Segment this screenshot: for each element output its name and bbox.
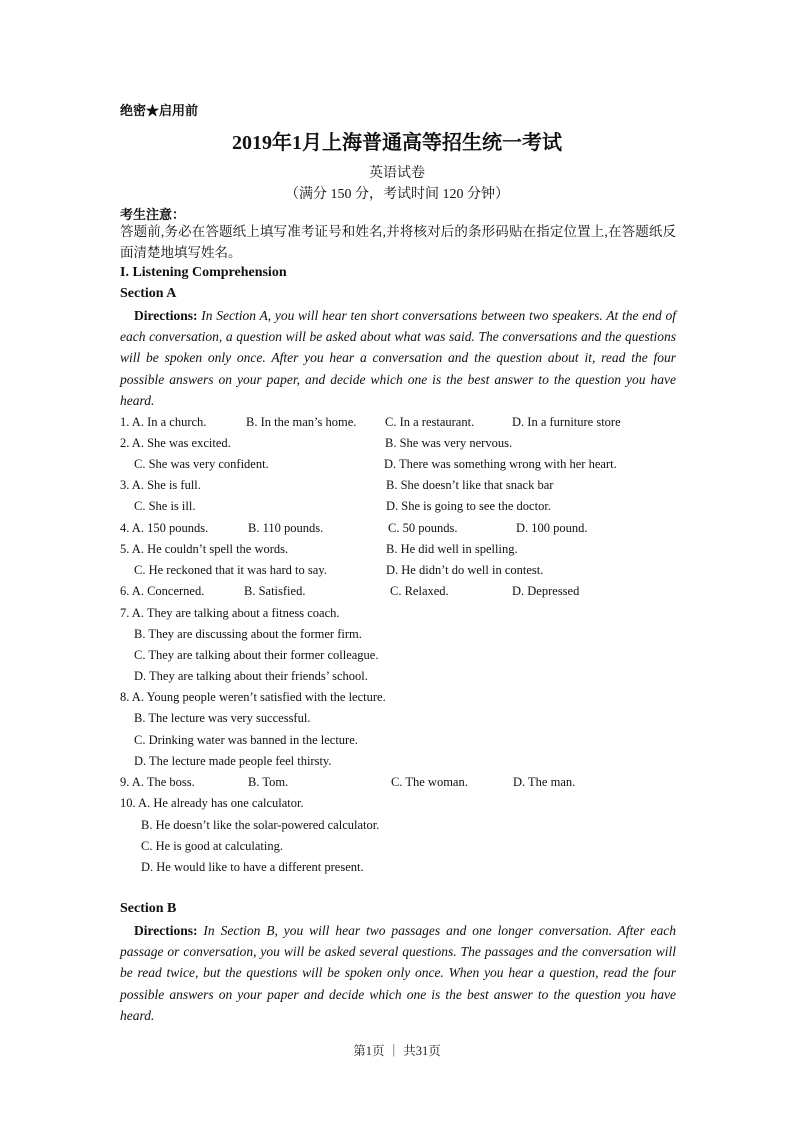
q6-option-c: C. Relaxed. [390,584,449,598]
q9-option-c: C. The woman. [391,775,468,789]
q4-option-a: 4. A. 150 pounds. [120,521,209,535]
q2-option-a: 2. A. She was excited. [120,436,231,450]
directions-text: In Section A, you will hear ten short conversations between two speakers. At the end of each conversation, a question will be asked about what was said. The conversations and the questions will be spoken only once. After you hear a conversation and the question about it, read the four possible answers on your paper, and decide which one is the best answer to the question you have heard. [120,308,677,408]
q9-option-b: B. Tom. [248,775,289,789]
part-heading: I. Listening Comprehension [120,265,287,280]
q5-option-a: 5. A. He couldn’t spell the words. [120,542,289,556]
q3-option-a: 3. A. She is full. [120,478,201,492]
q1-option-a: 1. A. In a church. [120,415,207,429]
q4-option-d: D. 100 pound. [516,521,588,535]
q7-option-d: D. They are talking about their friends’ school. [134,669,368,683]
q8-option-d: D. The lecture made people feel thirsty. [134,754,332,768]
q10-option-b: B. He doesn’t like the solar-powered calculator. [141,818,380,832]
directions-text: In Section B, you will hear two passages and one longer conversation. After each passage or conversation, you will be asked several questions. The passages and the conversation will be read twice, but the questions will be spoken only once. When you hear a question, read the four possible answers on your paper and decide which one is the best answer to the question you have heard. [120,923,677,1023]
section-a-heading: Section A [120,286,177,301]
q2-option-c: C. She was very confident. [134,457,269,471]
q8-option-a: 8. A. Young people weren’t satisfied with the lecture. [120,690,386,704]
q8-option-b: B. The lecture was very successful. [134,711,311,725]
q9-option-d: D. The man. [513,775,576,789]
q2-option-d: D. There was something wrong with her heart. [384,457,617,471]
confidential-mark: 绝密★启用前 [120,103,199,118]
q5-option-c: C. He reckoned that it was hard to say. [134,563,327,577]
q6-option-b: B. Satisfied. [244,584,306,598]
q9-option-a: 9. A. The boss. [120,775,195,789]
notice-heading: 考生注意： [120,207,186,222]
directions-label: Directions: [134,308,198,323]
page-footer: 第1页 ｜ 共31页 [353,1044,441,1058]
q4-option-b: B. 110 pounds. [248,521,324,535]
exam-score-time: （满分 150 分，考试时间 120 分钟） [285,187,509,202]
q10-option-a: 10. A. He already has one calculator. [120,796,304,810]
q10-option-c: C. He is good at calculating. [141,839,283,853]
q3-option-d: D. She is going to see the doctor. [386,499,551,513]
q3-option-c: C. She is ill. [134,499,196,513]
q7-option-b: B. They are discussing about the former firm. [134,627,362,641]
exam-subtitle: 英语试卷 [369,166,425,181]
q6-option-a: 6. A. Concerned. [120,584,205,598]
q7-option-a: 7. A. They are talking about a fitness coach. [120,606,340,620]
q1-option-c: C. In a restaurant. [385,415,475,429]
section-b-directions [120,920,676,1026]
q1-option-d: D. In a furniture store [512,415,621,429]
q2-option-b: B. She was very nervous. [385,436,513,450]
q5-option-b: B. He did well in spelling. [386,542,518,556]
q8-option-c: C. Drinking water was banned in the lecture. [134,733,358,747]
section-b-heading: Section B [120,901,177,916]
q6-option-d: D. Depressed [512,584,580,598]
q5-option-d: D. He didn’t do well in contest. [386,563,544,577]
notice-text: 答题前,务必在答题纸上填写准考证号和姓名,并将核对后的条形码贴在指定位置上,在答题纸反面清楚地填写姓名。 [120,224,676,260]
exam-title: 2019年1月上海普通高等招生统一考试 [232,132,562,154]
directions-label: Directions: [134,923,198,938]
q4-option-c: C. 50 pounds. [388,521,458,535]
q10-option-d: D. He would like to have a different present. [141,860,364,874]
section-a-directions [120,305,676,411]
q3-option-b: B. She doesn’t like that snack bar [386,478,554,492]
q7-option-c: C. They are talking about their former colleague. [134,648,379,662]
q1-option-b: B. In the man’s home. [246,415,357,429]
